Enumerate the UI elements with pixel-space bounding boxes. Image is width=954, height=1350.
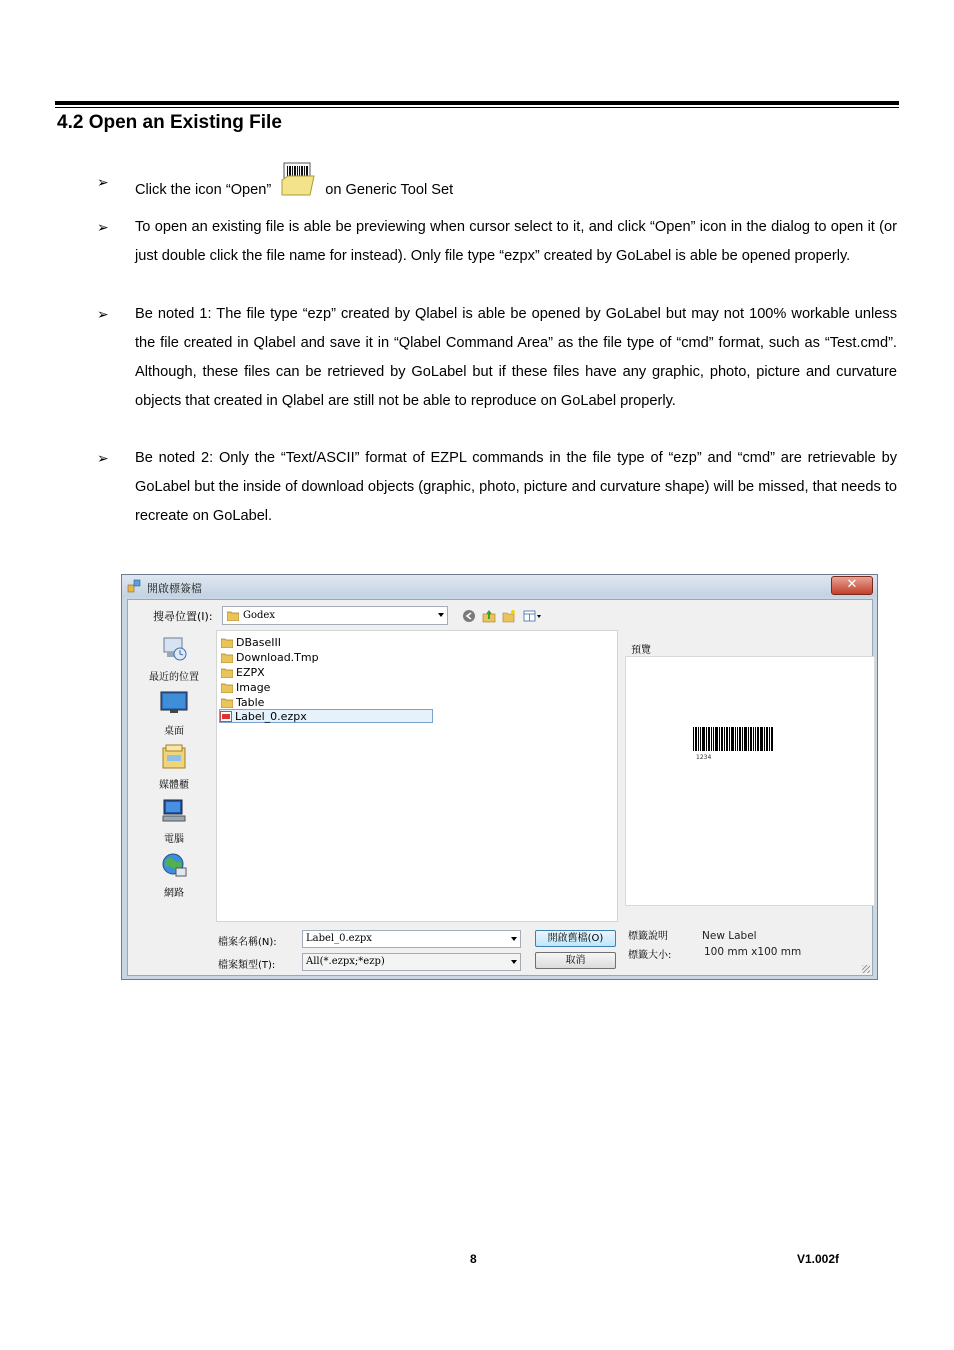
preview-label: 預覽 (631, 645, 651, 656)
view-menu-icon[interactable] (523, 609, 543, 623)
bullet-arrow: ➢ (97, 306, 109, 322)
bullet-4-text: Be noted 2: Only the “Text/ASCII” format of EZPL commands in the file type of “ezp” and “cmd” are retrievable by GoLabel but the inside of download objects (graphic, photo, picture and curvature shape) will be missed, that needs to recreate on GoLabel. (135, 450, 897, 524)
bullet-1 (135, 170, 453, 210)
page-number: 8 (470, 1252, 477, 1266)
preview-pane (625, 656, 875, 906)
bullet-arrow: ➢ (97, 450, 109, 466)
dialog-titlebar[interactable] (122, 575, 877, 597)
bullet-2-text: To open an existing file is able be previewing when cursor select to it, and click “Open” icon in the dialog to open it (or just double click the file name for instead). Only file type “ezpx” created by GoLabel is able be opened properly. (135, 219, 897, 264)
network-icon (160, 852, 188, 878)
label-size-label: 標籤大小: (628, 950, 672, 961)
barcode-number: 1234 (696, 754, 712, 761)
folder-icon (221, 682, 233, 693)
open-file-dialog (121, 574, 878, 980)
back-icon[interactable] (462, 609, 476, 623)
libraries-icon (160, 744, 188, 770)
barcode-image (693, 727, 773, 751)
file-name: Image (236, 680, 271, 694)
look-in-label: 搜尋位置(I): (153, 610, 213, 623)
chevron-down-icon (438, 613, 444, 617)
version-label: V1.002f (797, 1252, 840, 1266)
folder-icon (221, 637, 233, 648)
place-libraries[interactable] (134, 744, 214, 791)
list-item[interactable] (221, 650, 319, 664)
filetype-label: 檔案類型(T): (218, 960, 276, 971)
header-rule-thin (55, 107, 899, 108)
header-rule (55, 101, 899, 105)
label-desc-label: 標籤說明 (628, 931, 668, 942)
place-network[interactable] (134, 852, 214, 899)
list-item-selected[interactable] (219, 709, 433, 723)
bullet-arrow: ➢ (97, 174, 109, 190)
dialog-title: 開啟標簽檔 (147, 582, 202, 595)
folder-icon (221, 667, 233, 678)
new-folder-icon[interactable] (502, 609, 516, 623)
list-item[interactable] (221, 680, 270, 694)
desktop-icon (160, 690, 188, 716)
chevron-down-icon (511, 937, 517, 941)
label-desc-value: New Label (702, 930, 757, 942)
cancel-button[interactable]: 取消 (535, 952, 616, 969)
place-computer[interactable] (134, 798, 214, 845)
filetype-value: All(*.ezpx;*ezp) (306, 956, 385, 967)
label-size-value: 100 mm x100 mm (704, 946, 802, 958)
filename-value: Label_0.ezpx (306, 933, 372, 944)
list-item[interactable] (221, 695, 264, 709)
place-computer-label: 電腦 (164, 834, 184, 845)
section-heading: 4.2 Open an Existing File (57, 112, 282, 133)
open-folder-barcode-icon (280, 162, 316, 196)
file-list[interactable] (216, 630, 618, 922)
filename-input[interactable] (302, 930, 521, 948)
place-desktop[interactable] (134, 690, 214, 737)
up-folder-icon[interactable] (482, 609, 496, 623)
place-recent-label: 最近的位置 (149, 672, 199, 683)
list-item[interactable] (221, 635, 281, 649)
place-desktop-label: 桌面 (164, 726, 184, 737)
filename-label: 檔案名稱(N): (218, 937, 277, 948)
folder-icon (227, 610, 239, 621)
open-button[interactable]: 開啟舊檔(O) (535, 930, 616, 947)
bullet-1-after: on Generic Tool Set (325, 182, 454, 198)
bullet-1-before: Click the icon “Open” (135, 182, 272, 198)
file-name: EZPX (236, 665, 265, 679)
label-file-icon (220, 711, 232, 722)
bullet-3-text: Be noted 1: The file type “ezp” created by Qlabel is able be opened by GoLabel but may not 100% workable unless the file created in Qlabel and save it in “Qlabel Command Area” as the file type of “cmd” format, such as “Test.cmd”. Although, these files can be retrieved by GoLabel but if these files have any graphic, photo, picture and curvature objects that created in Qlabel are still not be able to reproduce on GoLabel properly. (135, 306, 897, 409)
chevron-down-icon (511, 960, 517, 964)
folder-icon (221, 652, 233, 663)
app-icon (127, 579, 141, 593)
bullet-arrow: ➢ (97, 219, 109, 235)
place-network-label: 網路 (164, 888, 184, 899)
recent-places-icon (160, 636, 188, 662)
filetype-select[interactable] (302, 953, 521, 971)
computer-icon (160, 798, 188, 824)
close-button[interactable]: ✕ (831, 576, 873, 595)
place-libraries-label: 媒體櫃 (159, 780, 189, 791)
file-name: DBaseIII (236, 635, 281, 649)
place-recent[interactable] (134, 636, 214, 683)
folder-icon (221, 697, 233, 708)
look-in-value: Godex (243, 610, 275, 621)
resize-grip[interactable] (862, 965, 870, 973)
look-in-select[interactable] (222, 606, 448, 625)
file-name: Table (236, 695, 265, 709)
file-name: Label_0.ezpx (235, 709, 307, 723)
file-name: Download.Tmp (236, 650, 319, 664)
dialog-client (127, 599, 873, 976)
list-item[interactable] (221, 665, 265, 679)
